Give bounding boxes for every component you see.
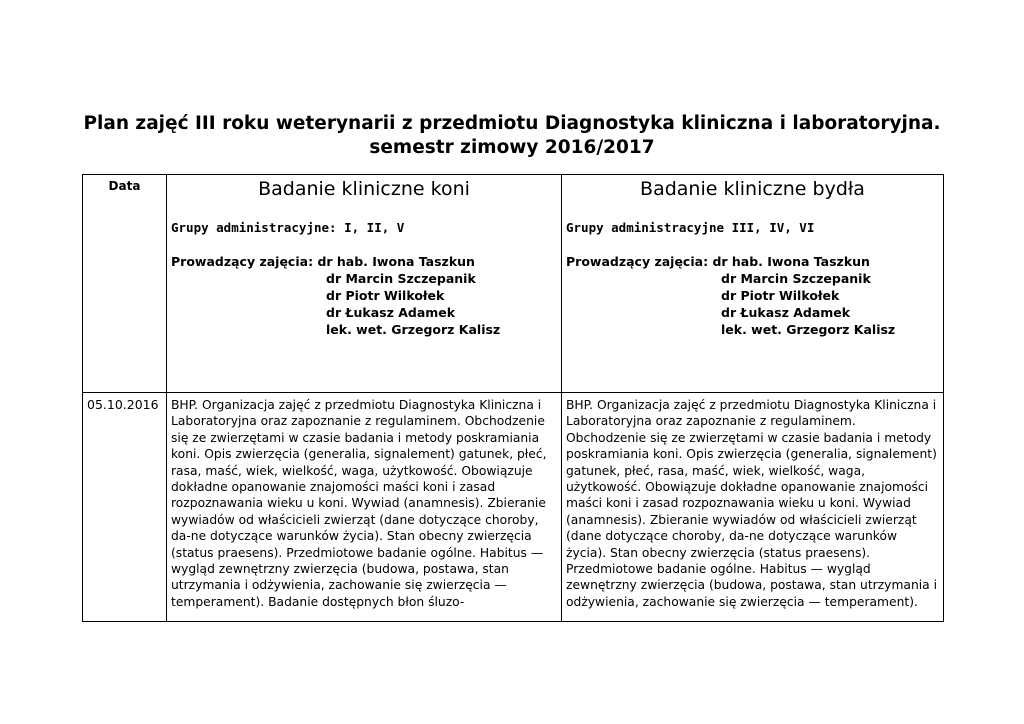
cattle-leaders xyxy=(566,253,943,338)
cattle-class-description xyxy=(562,393,944,622)
cattle-heading: Badanie kliniczne bydła xyxy=(640,178,865,200)
horse-class-description xyxy=(167,393,562,622)
cattle-leader: dr Łukasz Adamek xyxy=(721,305,851,320)
horse-column-header xyxy=(167,175,562,393)
horse-leader: dr Piotr Wilkołek xyxy=(326,288,445,303)
schedule-table xyxy=(82,174,944,622)
horse-leaders xyxy=(171,253,561,338)
table-row xyxy=(83,393,944,622)
document-title xyxy=(60,112,964,160)
cattle-class-text: BHP. Organizacja zajęć z przedmiotu Diagnostyka Kliniczna i Laboratoryjna oraz zapoznanie z regulaminem. Obchodzenie się ze zwierzętami w czasie badania i metody poskramiania koni. Opis zwierzęcia (generalia, signalement) gatunek, płeć, rasa, maść, wiek, wielkość, waga, użytkowość. Obowiązuje dokładne opanowanie znajomości maści koni i zasad rozpoznawania wieku u koni. Wywiad (anamnesis). Zbieranie wywiadów od właścicieli zwierząt (dane dotyczące choroby, da-ne dotyczące warunków życia). Stan obecny zwierzęcia (status praesens). Przedmiotowe badanie ogólne. Habitus — wygląd zewnętrzny zwierzęcia (budowa, postawa, stan utrzymania i odżywienia, zachowanie się zwierzęcia — temperament). xyxy=(566,398,938,609)
cattle-groups: Grupy administracyjne III, IV, VI xyxy=(566,220,815,235)
horse-groups: Grupy administracyjne: I, II, V xyxy=(171,220,405,235)
table-header-row xyxy=(83,175,944,393)
cattle-leader: lek. wet. Grzegorz Kalisz xyxy=(721,322,896,337)
row-date: 05.10.2016 xyxy=(83,393,167,622)
horse-leader: lek. wet. Grzegorz Kalisz xyxy=(326,322,501,337)
horse-class-text: BHP. Organizacja zajęć z przedmiotu Diagnostyka Kliniczna i Laboratoryjna oraz zapoznanie z regulaminem. Obchodzenie się ze zwierzętami w czasie badania i metody poskramiania koni. Opis zwierzęcia (generalia, signalement) gatunek, płeć, rasa, maść, wiek, wielkość, waga, użytkowość. Obowiązuje dokładne opanowanie znajomości maści koni i zasad rozpoznawania wieku u koni. Wywiad (anamnesis). Zbieranie wywiadów od właścicieli zwierząt (dane dotyczące choroby, da-ne dotyczące warunków życia). Stan obecny zwierzęcia (status praesens). Przedmiotowe badanie ogólne. Habitus — wygląd zewnętrzny zwierzęcia (budowa, postawa, stan utrzymania i odżywienia, zachowanie się zwierzęcia — temperament). Badanie dostępnych błon śluzo- xyxy=(171,398,547,609)
horse-leader: dr Marcin Szczepanik xyxy=(326,271,476,286)
horse-leaders-label: Prowadzący zajęcia: xyxy=(171,254,314,269)
horse-leader: dr Łukasz Adamek xyxy=(326,305,456,320)
date-column-header: Data xyxy=(83,175,167,393)
horse-heading: Badanie kliniczne koni xyxy=(258,178,470,200)
cattle-column-header xyxy=(562,175,944,393)
cattle-leader: dr Piotr Wilkołek xyxy=(721,288,840,303)
horse-leader: dr hab. Iwona Taszkun xyxy=(317,254,475,269)
title-line-1: Plan zajęć III roku weterynarii z przedmiotu Diagnostyka kliniczna i laboratoryjna. xyxy=(83,113,941,134)
cattle-leader: dr Marcin Szczepanik xyxy=(721,271,871,286)
title-line-2: semestr zimowy 2016/2017 xyxy=(369,137,655,158)
cattle-leaders-label: Prowadzący zajęcia: xyxy=(566,254,709,269)
cattle-leader: dr hab. Iwona Taszkun xyxy=(712,254,870,269)
